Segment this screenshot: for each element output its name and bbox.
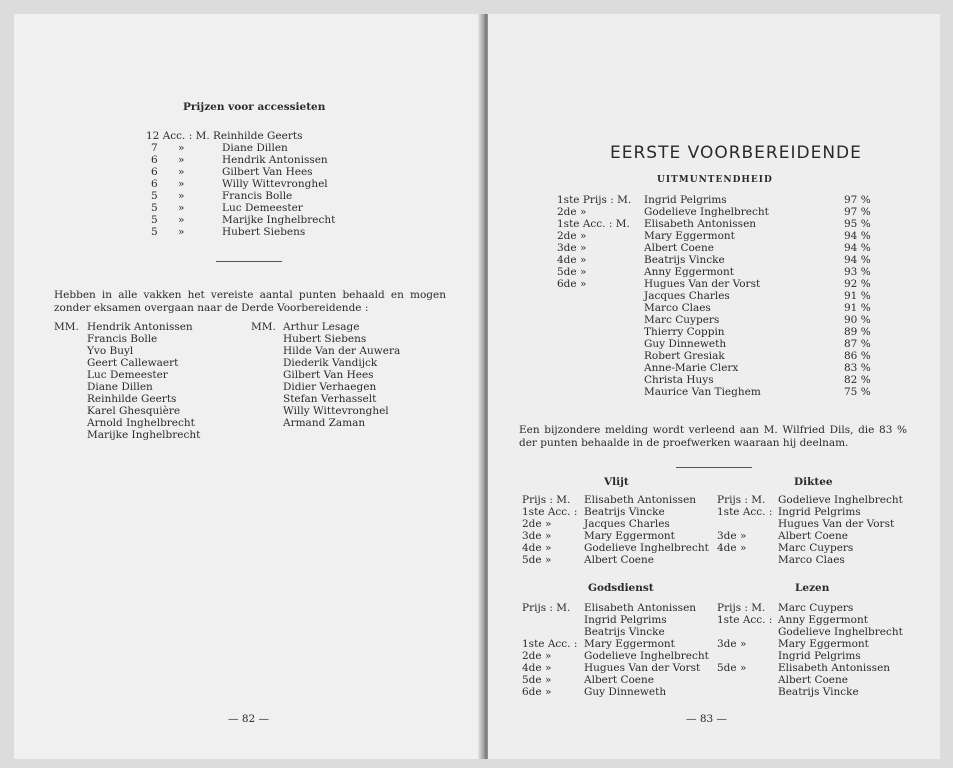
student-name: Anne-Marie Clerx	[644, 362, 739, 374]
rank-label: 1ste Prijs : M.	[557, 194, 632, 206]
accessit-n: 6	[151, 166, 158, 178]
accessit-n: 6	[151, 154, 158, 166]
rank-label	[717, 686, 772, 698]
student-name: Godelieve Inghelbrecht	[584, 650, 709, 662]
rank-label	[522, 626, 577, 638]
rank-label: 3de »	[522, 530, 552, 542]
student-name: Ingrid Pelgrims	[778, 506, 861, 518]
section-subtitle: UITMUNTENDHEID	[657, 175, 773, 185]
student-name: Marc Cuypers	[778, 602, 854, 614]
score: 89 %	[844, 326, 871, 338]
rank-label: 2de »	[557, 230, 587, 242]
rank-label	[717, 674, 772, 686]
student-name: Willy Wittevronghel	[283, 405, 389, 417]
accessit-name: Diane Dillen	[222, 142, 288, 154]
vlijt-names	[584, 494, 709, 566]
accessit-q: »	[178, 166, 185, 178]
student-name: Hugues Van der Vorst	[778, 518, 895, 530]
student-name: Yvo Buyl	[87, 345, 134, 357]
accessit-q: »	[178, 226, 185, 238]
student-name: Godelieve Inghelbrecht	[584, 542, 709, 554]
mm-label-2: MM.	[251, 321, 276, 333]
score: 75 %	[844, 386, 871, 398]
student-name: Thierry Coppin	[644, 326, 725, 338]
rank-label: 1ste Acc. :	[522, 638, 578, 650]
score: 97 %	[844, 194, 871, 206]
accessit-name: Gilbert Van Hees	[222, 166, 313, 178]
accessit-q: »	[178, 178, 185, 190]
rank-label: 3de »	[557, 242, 587, 254]
promoted-list-col1	[87, 321, 200, 441]
student-name: Luc Demeester	[87, 369, 168, 381]
student-name: Reinhilde Geerts	[87, 393, 177, 405]
student-name: Hugues Van der Vorst	[584, 662, 701, 674]
score: 86 %	[844, 350, 871, 362]
ranking-ranks	[557, 194, 631, 290]
left-page-title: Prijzen voor accessieten	[183, 101, 326, 113]
student-name: Marijke Inghelbrecht	[87, 429, 201, 441]
student-name: Hugues Van der Vorst	[644, 278, 761, 290]
diktee-names	[778, 494, 903, 566]
rank-label	[522, 614, 577, 626]
student-name: Mary Eggermont	[584, 530, 675, 542]
student-name: Beatrijs Vincke	[584, 626, 665, 638]
score: 91 %	[844, 302, 871, 314]
student-name: Godelieve Inghelbrecht	[644, 206, 769, 218]
rank-label	[717, 518, 772, 530]
divider	[676, 467, 752, 468]
rank-label: 4de »	[522, 662, 552, 674]
student-name: Christa Huys	[644, 374, 714, 386]
score: 90 %	[844, 314, 871, 326]
rank-label: 5de »	[522, 554, 552, 566]
student-name: Arthur Lesage	[283, 321, 360, 333]
student-name: Albert Coene	[584, 674, 654, 686]
rank-label: 3de »	[717, 530, 747, 542]
rank-label: Prijs : M.	[522, 602, 571, 614]
godsdienst-title: Godsdienst	[588, 582, 654, 594]
student-name: Mary Eggermont	[644, 230, 735, 242]
rank-label: 1ste Acc. :	[717, 614, 773, 626]
rank-label: 1ste Acc. :	[717, 506, 773, 518]
divider	[216, 261, 282, 262]
student-name: Diane Dillen	[87, 381, 153, 393]
score: 97 %	[844, 206, 871, 218]
rank-label: 5de »	[557, 266, 587, 278]
accessit-q: »	[178, 202, 185, 214]
student-name: Geert Callewaert	[87, 357, 179, 369]
score: 92 %	[844, 278, 871, 290]
rank-label: 6de »	[557, 278, 587, 290]
score: 94 %	[844, 242, 871, 254]
student-name: Hendrik Antonissen	[87, 321, 193, 333]
accessit-name: Hendrik Antonissen	[222, 154, 328, 166]
rank-label: 4de »	[522, 542, 552, 554]
student-name: Godelieve Inghelbrecht	[778, 626, 903, 638]
rank-label: Prijs : M.	[717, 494, 766, 506]
student-name: Maurice Van Tieghem	[644, 386, 761, 398]
rank-label: 2de »	[557, 206, 587, 218]
vlijt-ranks	[522, 494, 577, 566]
left-paragraph: Hebben in alle vakken het vereiste aantal punten behaald en mogen zonder eksamen overgaan naar de Derde Voorbereidende :	[54, 289, 446, 314]
rank-label: Prijs : M.	[717, 602, 766, 614]
score: 82 %	[844, 374, 871, 386]
student-name: Guy Dinneweth	[644, 338, 727, 350]
student-name: Elisabeth Antonissen	[644, 218, 757, 230]
rank-label: 1ste Acc. : M.	[557, 218, 630, 230]
student-name: Hilde Van der Auwera	[283, 345, 401, 357]
rank-label: 2de »	[522, 518, 552, 530]
student-name: Karel Ghesquière	[87, 405, 181, 417]
accessit-name: Hubert Siebens	[222, 226, 306, 238]
rank-label: Prijs : M.	[522, 494, 571, 506]
student-name: Beatrijs Vincke	[778, 686, 859, 698]
score: 83 %	[844, 362, 871, 374]
student-name: Albert Coene	[644, 242, 714, 254]
diktee-title: Diktee	[794, 476, 833, 488]
rank-label: 5de »	[522, 674, 552, 686]
lezen-title: Lezen	[795, 582, 830, 594]
score: 94 %	[844, 254, 871, 266]
student-name: Albert Coene	[584, 554, 654, 566]
student-name: Beatrijs Vincke	[584, 506, 665, 518]
lezen-ranks	[717, 602, 772, 698]
left-page-number: — 82 —	[228, 713, 270, 725]
score: 93 %	[844, 266, 871, 278]
rank-label: 3de »	[717, 638, 747, 650]
student-name: Anny Eggermont	[778, 614, 868, 626]
rank-label	[717, 650, 772, 662]
rank-label: 2de »	[522, 650, 552, 662]
student-name: Beatrijs Vincke	[644, 254, 725, 266]
student-name: Elisabeth Antonissen	[778, 662, 891, 674]
promoted-list-col2	[283, 321, 400, 429]
accessit-q: »	[178, 142, 185, 154]
mm-label-1: MM.	[54, 321, 79, 333]
accessit-name: Francis Bolle	[222, 190, 293, 202]
accessit-name: Willy Wittevronghel	[222, 178, 328, 190]
accessit-name: Luc Demeester	[222, 202, 303, 214]
student-name: Arnold Inghelbrecht	[87, 417, 195, 429]
accessit-n: 5	[151, 202, 158, 214]
student-name: Elisabeth Antonissen	[584, 602, 697, 614]
student-name: Stefan Verhasselt	[283, 393, 377, 405]
rank-label: 5de »	[717, 662, 747, 674]
student-name: Robert Gresiak	[644, 350, 725, 362]
left-page	[14, 14, 482, 759]
student-name: Albert Coene	[778, 530, 848, 542]
diktee-ranks	[717, 494, 772, 566]
student-name: Diederik Vandijck	[283, 357, 378, 369]
accessit-n: 5	[151, 214, 158, 226]
accessit-n: 5	[151, 190, 158, 202]
rank-label	[717, 554, 772, 566]
right-paragraph: Een bijzondere melding wordt verleend aan M. Wilfried Dils, die 83 % der punten behaalde in de proefwerken waaraan hij deelnam.	[519, 424, 907, 449]
right-page-title: EERSTE VOORBEREIDENDE	[610, 143, 862, 163]
student-name: Albert Coene	[778, 674, 848, 686]
score: 95 %	[844, 218, 871, 230]
student-name: Hubert Siebens	[283, 333, 367, 345]
student-name: Jacques Charles	[644, 290, 730, 302]
student-name: Ingrid Pelgrims	[778, 650, 861, 662]
student-name: Francis Bolle	[87, 333, 158, 345]
student-name: Godelieve Inghelbrecht	[778, 494, 903, 506]
accessit-n: 7	[151, 142, 158, 154]
student-name: Marc Cuypers	[778, 542, 854, 554]
ranking-scores	[844, 194, 871, 398]
rank-label: 4de »	[717, 542, 747, 554]
accessit-name: Marijke Inghelbrecht	[222, 214, 336, 226]
rank-label	[717, 626, 772, 638]
rank-label: 1ste Acc. :	[522, 506, 578, 518]
accessit-q: »	[178, 154, 185, 166]
student-name: Marco Claes	[778, 554, 845, 566]
student-name: Armand Zaman	[283, 417, 366, 429]
student-name: Mary Eggermont	[778, 638, 869, 650]
ranking-names	[644, 194, 769, 398]
vlijt-title: Vlijt	[604, 476, 629, 488]
accessit-q: »	[178, 190, 185, 202]
student-name: Mary Eggermont	[584, 638, 675, 650]
score: 94 %	[844, 230, 871, 242]
acc-first-row: 12 Acc. : M. Reinhilde Geerts	[146, 130, 303, 142]
student-name: Ingrid Pelgrims	[644, 194, 727, 206]
godsdienst-ranks	[522, 602, 577, 698]
student-name: Guy Dinneweth	[584, 686, 667, 698]
accessit-q: »	[178, 214, 185, 226]
student-name: Gilbert Van Hees	[283, 369, 374, 381]
score: 91 %	[844, 290, 871, 302]
student-name: Marc Cuypers	[644, 314, 720, 326]
student-name: Elisabeth Antonissen	[584, 494, 697, 506]
score: 87 %	[844, 338, 871, 350]
godsdienst-names	[584, 602, 709, 698]
student-name: Jacques Charles	[584, 518, 670, 530]
student-name: Ingrid Pelgrims	[584, 614, 667, 626]
student-name: Didier Verhaegen	[283, 381, 377, 393]
accessit-n: 5	[151, 226, 158, 238]
student-name: Marco Claes	[644, 302, 711, 314]
student-name: Anny Eggermont	[644, 266, 734, 278]
rank-label: 6de »	[522, 686, 552, 698]
lezen-names	[778, 602, 903, 698]
rank-label: 4de »	[557, 254, 587, 266]
accessit-n: 6	[151, 178, 158, 190]
right-page-number: — 83 —	[686, 713, 728, 725]
